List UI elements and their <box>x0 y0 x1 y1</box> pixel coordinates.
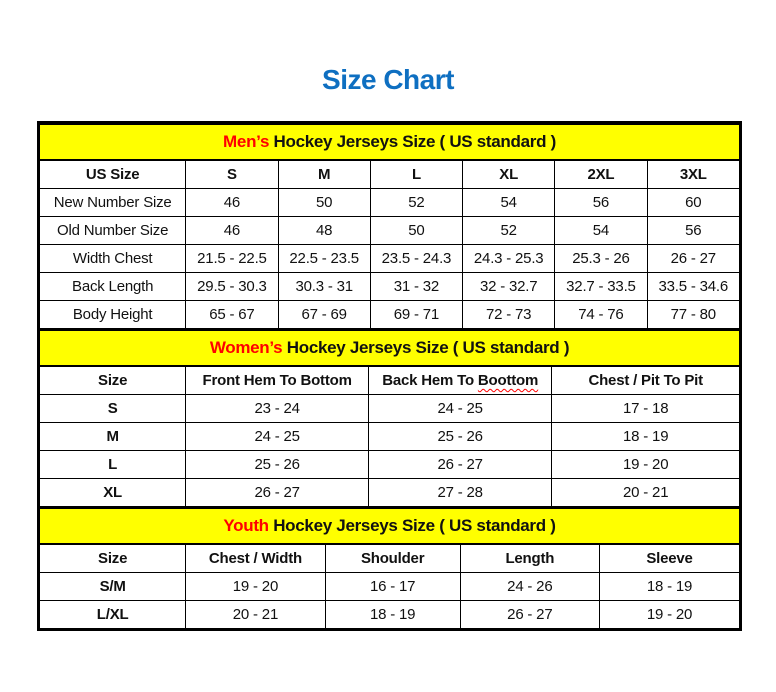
back-hem-typo-word: Boottom <box>477 372 539 389</box>
cell: 46 <box>186 189 278 217</box>
table-row <box>40 479 740 507</box>
cell: 50 <box>278 189 370 217</box>
column-header: S <box>186 160 278 189</box>
cell: 27 - 28 <box>368 479 551 507</box>
cell: 26 - 27 <box>460 601 599 629</box>
column-header: Front Hem To Bottom <box>186 366 369 395</box>
mens-section-rest: Hockey Jerseys Size ( US standard ) <box>269 132 556 151</box>
youth-section-highlight: Youth <box>223 516 269 535</box>
cell: 29.5 - 30.3 <box>186 273 278 301</box>
cell: 52 <box>463 217 555 245</box>
cell: 21.5 - 22.5 <box>186 245 278 273</box>
cell: 18 - 19 <box>599 573 739 601</box>
cell: 25 - 26 <box>186 451 369 479</box>
youth-section-band <box>40 508 740 544</box>
column-header: L <box>370 160 462 189</box>
cell: 16 - 17 <box>325 573 460 601</box>
cell: 18 - 19 <box>552 423 740 451</box>
table-row <box>40 301 740 329</box>
row-label: Old Number Size <box>40 217 186 245</box>
table-row <box>40 573 740 601</box>
womens-size-table <box>39 329 740 507</box>
cell: 67 - 69 <box>278 301 370 329</box>
table-row <box>40 273 740 301</box>
table-row <box>40 601 740 629</box>
cell: 56 <box>555 189 647 217</box>
column-header: Chest / Width <box>186 544 325 573</box>
cell: 77 - 80 <box>647 301 739 329</box>
row-label: XL <box>40 479 186 507</box>
column-header: M <box>278 160 370 189</box>
cell: 26 - 27 <box>368 451 551 479</box>
column-header-with-typo <box>368 366 551 395</box>
mens-section-highlight: Men’s <box>223 132 270 151</box>
cell: 17 - 18 <box>552 395 740 423</box>
size-chart-tables <box>37 121 742 631</box>
cell: 50 <box>370 217 462 245</box>
cell: 18 - 19 <box>325 601 460 629</box>
youth-header-row <box>40 544 740 573</box>
cell: 23.5 - 24.3 <box>370 245 462 273</box>
cell: 69 - 71 <box>370 301 462 329</box>
youth-size-table <box>39 507 740 629</box>
cell: 30.3 - 31 <box>278 273 370 301</box>
womens-section-rest: Hockey Jerseys Size ( US standard ) <box>282 338 570 357</box>
cell: 72 - 73 <box>463 301 555 329</box>
column-header: Chest / Pit To Pit <box>552 366 740 395</box>
row-label: S/M <box>40 573 186 601</box>
column-header: Sleeve <box>599 544 739 573</box>
cell: 19 - 20 <box>186 573 325 601</box>
cell: 46 <box>186 217 278 245</box>
cell: 26 - 27 <box>647 245 739 273</box>
cell: 24 - 25 <box>186 423 369 451</box>
cell: 54 <box>555 217 647 245</box>
cell: 24.3 - 25.3 <box>463 245 555 273</box>
cell: 25 - 26 <box>368 423 551 451</box>
cell: 60 <box>647 189 739 217</box>
column-header: US Size <box>40 160 186 189</box>
mens-section-title <box>40 124 740 160</box>
column-header: Size <box>40 366 186 395</box>
womens-section-title <box>40 330 740 366</box>
row-label: M <box>40 423 186 451</box>
column-header: Length <box>460 544 599 573</box>
mens-section-band <box>40 124 740 160</box>
cell: 26 - 27 <box>186 479 369 507</box>
cell: 24 - 25 <box>368 395 551 423</box>
table-row <box>40 217 740 245</box>
column-header: 3XL <box>647 160 739 189</box>
cell: 23 - 24 <box>186 395 369 423</box>
youth-section-rest: Hockey Jerseys Size ( US standard ) <box>268 516 556 535</box>
cell: 20 - 21 <box>552 479 740 507</box>
womens-section-band <box>40 330 740 366</box>
column-header: XL <box>463 160 555 189</box>
table-row <box>40 245 740 273</box>
womens-header-row <box>40 366 740 395</box>
cell: 19 - 20 <box>599 601 739 629</box>
column-header: Shoulder <box>325 544 460 573</box>
womens-section-highlight: Women’s <box>209 338 283 357</box>
cell: 52 <box>370 189 462 217</box>
cell: 56 <box>647 217 739 245</box>
row-label: New Number Size <box>40 189 186 217</box>
cell: 19 - 20 <box>552 451 740 479</box>
table-row <box>40 451 740 479</box>
mens-size-table <box>39 123 740 329</box>
back-hem-label: Back Hem To <box>382 372 474 389</box>
cell: 48 <box>278 217 370 245</box>
table-row <box>40 423 740 451</box>
cell: 25.3 - 26 <box>555 245 647 273</box>
mens-header-row <box>40 160 740 189</box>
row-label: Width Chest <box>40 245 186 273</box>
cell: 32.7 - 33.5 <box>555 273 647 301</box>
cell: 20 - 21 <box>186 601 325 629</box>
row-label: Body Height <box>40 301 186 329</box>
cell: 74 - 76 <box>555 301 647 329</box>
cell: 65 - 67 <box>186 301 278 329</box>
cell: 24 - 26 <box>460 573 599 601</box>
row-label: S <box>40 395 186 423</box>
row-label: L/XL <box>40 601 186 629</box>
table-row <box>40 395 740 423</box>
page-title: Size Chart <box>322 64 454 95</box>
table-row <box>40 189 740 217</box>
cell: 22.5 - 23.5 <box>278 245 370 273</box>
column-header: 2XL <box>555 160 647 189</box>
youth-section-title <box>40 508 740 544</box>
cell: 54 <box>463 189 555 217</box>
cell: 31 - 32 <box>370 273 462 301</box>
row-label: L <box>40 451 186 479</box>
column-header: Size <box>40 544 186 573</box>
cell: 33.5 - 34.6 <box>647 273 739 301</box>
cell: 32 - 32.7 <box>463 273 555 301</box>
row-label: Back Length <box>40 273 186 301</box>
